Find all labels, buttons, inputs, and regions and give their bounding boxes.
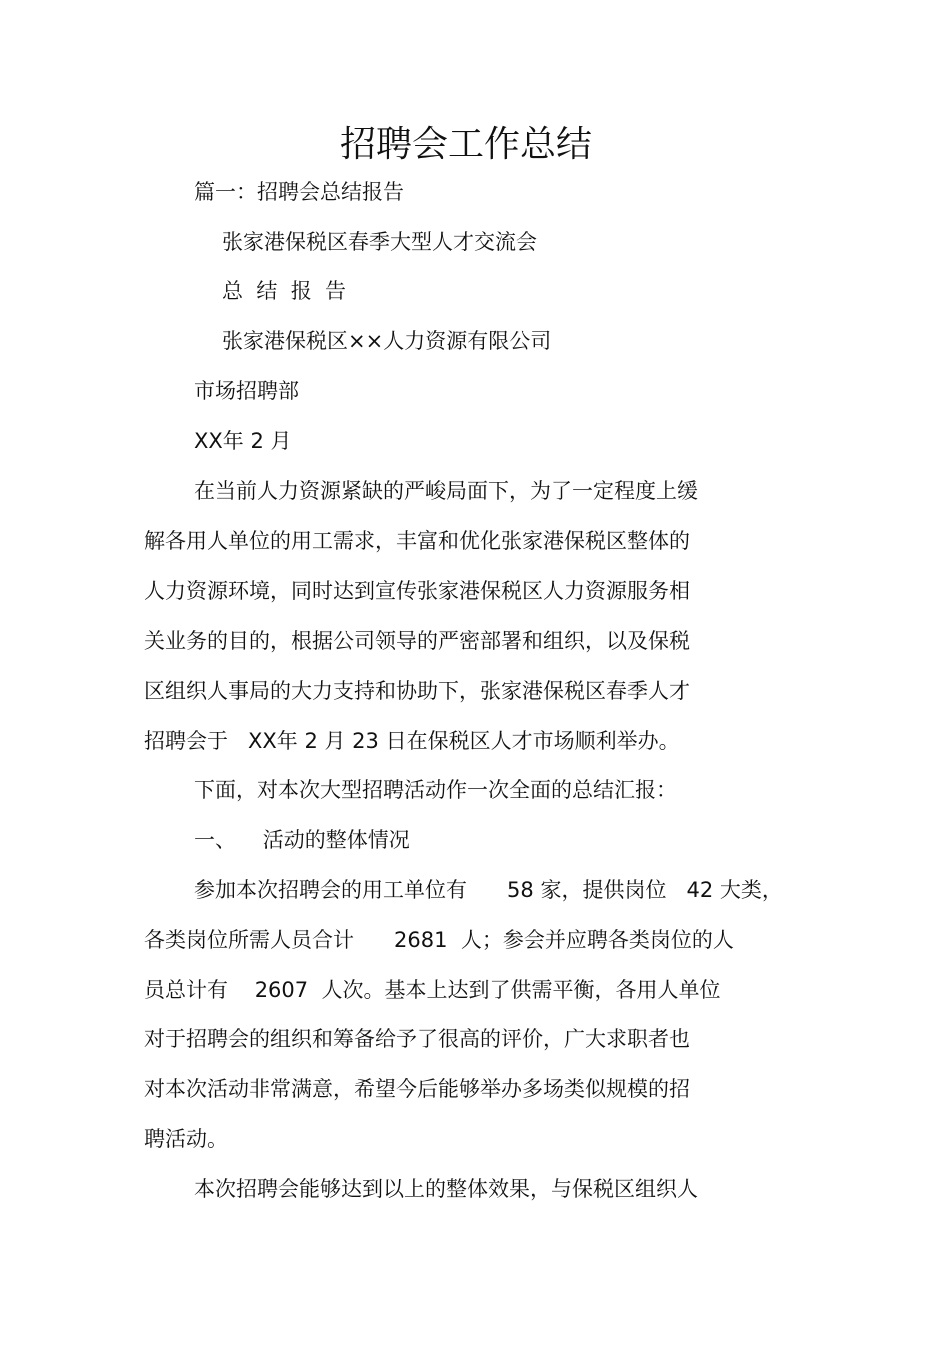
body-line: 对本次活动非常满意，希望今后能够举办多场类似规模的招: [144, 1077, 690, 1101]
body-line: 关业务的目的，根据公司领导的严密部署和组织，以及保税: [144, 629, 690, 653]
body-line: 在当前人力资源紧缺的严峻局面下，为了一定程度上缓: [194, 479, 698, 503]
body-line: 对于招聘会的组织和筹备给予了很高的评价，广大求职者也: [144, 1027, 690, 1051]
document-title: 招聘会工作总结: [339, 124, 592, 165]
company-name: 张家港保税区××人力资源有限公司: [222, 329, 552, 353]
report-label: 总 结 报 告: [222, 279, 347, 303]
body-line: 本次招聘会能够达到以上的整体效果，与保税区组织人: [194, 1177, 698, 1201]
body-line: 招聘会于 XX年 2 月 23 日在保税区人才市场顺利举办。: [144, 729, 680, 753]
body-line: 解各用人单位的用工需求，丰富和优化张家港保税区整体的: [144, 529, 690, 553]
body-line: 员总计有 2607 人次。基本上达到了供需平衡，各用人单位: [144, 978, 721, 1002]
section-heading: 篇一：招聘会总结报告: [194, 180, 404, 204]
body-line: 下面，对本次大型招聘活动作一次全面的总结汇报：: [194, 778, 677, 802]
body-line: 区组织人事局的大力支持和协助下，张家港保税区春季人才: [144, 679, 690, 703]
body-line: 人力资源环境，同时达到宣传张家港保税区人力资源服务相: [144, 579, 690, 603]
subsection-heading: 一、 活动的整体情况: [194, 828, 410, 852]
department-name: 市场招聘部: [194, 379, 299, 403]
event-name: 张家港保税区春季大型人才交流会: [222, 230, 537, 254]
report-date: XX年 2 月: [194, 429, 292, 453]
body-line: 各类岗位所需人员合计 2681 人；参会并应聘各类岗位的人: [144, 928, 734, 952]
body-line: 参加本次招聘会的用工单位有 58 家，提供岗位 42 大类，: [194, 878, 783, 902]
body-line: 聘活动。: [144, 1127, 228, 1151]
